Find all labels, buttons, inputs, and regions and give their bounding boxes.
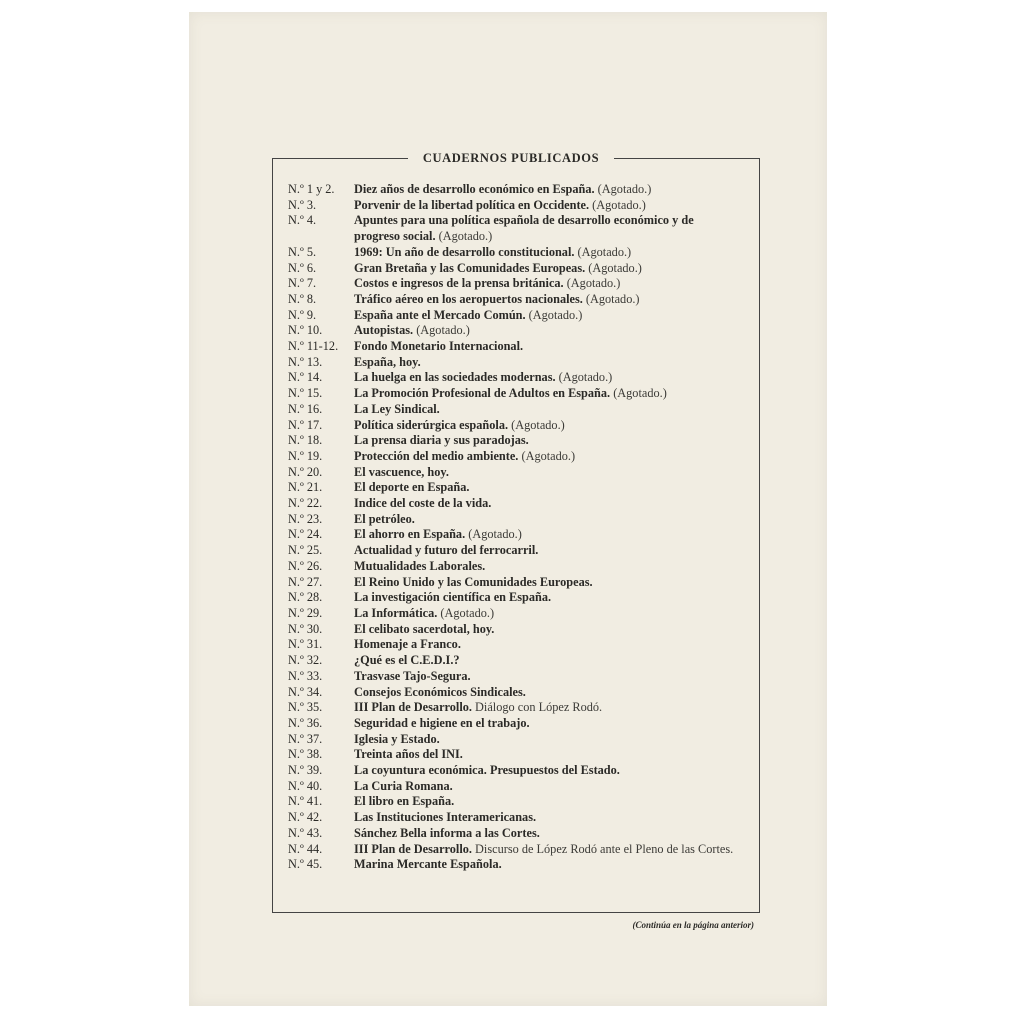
issue-number: N.º 31.	[288, 637, 323, 652]
issue-note: (Agotado.)	[566, 276, 621, 291]
issue-number: N.º 28.	[288, 590, 323, 605]
issue-entry	[354, 402, 738, 418]
list-item	[288, 198, 738, 214]
issue-entry	[354, 637, 738, 653]
issue-entry	[354, 527, 738, 543]
issue-note: (Agotado.)	[521, 448, 576, 463]
issue-note: (Agotado.)	[511, 417, 565, 432]
issue-entry	[354, 559, 738, 575]
issue-note: (Agotado.)	[588, 260, 642, 275]
list-item	[288, 449, 738, 465]
list-item	[288, 716, 738, 732]
issue-title: La Ley Sindical.	[354, 401, 440, 416]
continuation-note: (Continúa en la página anterior)	[632, 920, 754, 930]
issue-title: Gran Bretaña y las Comunidades Europeas.	[354, 260, 586, 275]
issue-number: N.º 29.	[288, 605, 323, 620]
issue-entry	[354, 685, 738, 701]
issue-title: Sánchez Bella informa a las Cortes.	[354, 825, 540, 840]
issue-number: N.º 44.	[288, 841, 323, 856]
issue-title: Treinta años del INI.	[354, 747, 463, 762]
issue-number: N.º 17.	[288, 417, 323, 432]
issue-note: (Agotado.)	[585, 291, 640, 306]
issue-entry	[354, 622, 738, 638]
issue-number: N.º 21.	[288, 480, 323, 495]
issue-title: Costos e ingresos de la prensa británica.	[354, 276, 564, 291]
issue-title: Mutualidades Laborales.	[354, 558, 486, 573]
list-item	[288, 292, 738, 308]
issue-entry	[354, 810, 738, 826]
issue-entry	[354, 496, 738, 512]
list-item	[288, 590, 738, 606]
list-item	[288, 543, 738, 559]
issue-title: Iglesia y Estado.	[354, 731, 440, 746]
list-item	[288, 857, 738, 873]
issue-number: N.º 9.	[288, 307, 317, 322]
issue-number: N.º 15.	[288, 386, 323, 401]
list-item	[288, 747, 738, 763]
issue-title: El ahorro en España.	[354, 527, 466, 542]
issue-title: España, hoy.	[354, 354, 421, 369]
list-item	[288, 339, 738, 355]
issue-note: (Agotado.)	[468, 527, 522, 542]
issue-title: La Curia Romana.	[354, 778, 453, 793]
issue-entry	[354, 512, 738, 528]
list-item	[288, 386, 738, 402]
issue-entry	[354, 418, 738, 434]
list-item	[288, 826, 738, 842]
issue-title: Tráfico aéreo en los aeropuertos nacionales.	[354, 291, 583, 306]
issue-entry	[354, 480, 738, 496]
list-item	[288, 732, 738, 748]
issue-title: La Promoción Profesional de Adultos en España.	[354, 386, 611, 401]
issue-number: N.º 24.	[288, 527, 323, 542]
issue-number: N.º 38.	[288, 747, 323, 762]
list-item	[288, 276, 738, 292]
list-item	[288, 182, 738, 198]
issue-title: Apuntes para una política española de desarrollo económico y de progreso social.	[354, 213, 694, 244]
issue-entry	[354, 308, 738, 324]
issue-entry	[354, 653, 738, 669]
issue-entry	[354, 590, 738, 606]
issue-title: La coyuntura económica. Presupuestos del Estado.	[354, 763, 620, 778]
issue-entry	[354, 261, 738, 277]
issue-entry	[354, 182, 738, 198]
issue-title: El deporte en España.	[354, 480, 470, 495]
issue-title: Las Instituciones Interamericanas.	[354, 810, 537, 825]
issue-title: Fondo Monetario Internacional.	[354, 339, 524, 354]
issue-number: N.º 35.	[288, 700, 323, 715]
issue-entry	[354, 794, 738, 810]
issue-note: (Agotado.)	[440, 605, 495, 620]
issue-entry	[354, 826, 738, 842]
issue-number: N.º 13.	[288, 354, 323, 369]
issue-title: Consejos Económicos Sindicales.	[354, 684, 526, 699]
issue-number: N.º 30.	[288, 621, 323, 636]
issue-entry	[354, 700, 738, 716]
issue-title: Trasvase Tajo-Segura.	[354, 668, 471, 683]
list-item	[288, 433, 738, 449]
issue-title: Homenaje a Franco.	[354, 637, 461, 652]
issue-number: N.º 40.	[288, 778, 323, 793]
issue-number: N.º 41.	[288, 794, 323, 809]
issue-number: N.º 11-12.	[288, 339, 339, 354]
issue-entry	[354, 747, 738, 763]
list-item	[288, 685, 738, 701]
issue-title: El vascuence, hoy.	[354, 464, 449, 479]
issue-number: N.º 43.	[288, 825, 323, 840]
issue-number: N.º 8.	[288, 291, 317, 306]
issue-number: N.º 39.	[288, 763, 323, 778]
list-item	[288, 559, 738, 575]
issue-note: (Agotado.)	[528, 307, 583, 322]
issue-number: N.º 34.	[288, 684, 323, 699]
page-title: CUADERNOS PUBLICADOS	[422, 151, 600, 165]
issue-title: El celibato sacerdotal, hoy.	[354, 621, 495, 636]
issue-title: La Informática.	[354, 605, 438, 620]
issue-title: La prensa diaria y sus paradojas.	[354, 433, 529, 448]
issue-entry	[354, 292, 738, 308]
issue-note: (Agotado.)	[438, 229, 493, 244]
issue-title: 1969: Un año de desarrollo constitucional.	[354, 244, 575, 259]
issue-number: N.º 42.	[288, 810, 323, 825]
list-item	[288, 245, 738, 261]
list-item	[288, 213, 738, 244]
issue-entry	[354, 606, 738, 622]
issue-number: N.º 14.	[288, 370, 323, 385]
issue-number: N.º 4.	[288, 213, 317, 228]
issue-number: N.º 5.	[288, 244, 317, 259]
issue-entry	[354, 323, 738, 339]
issue-title: España ante el Mercado Común.	[354, 307, 526, 322]
list-item	[288, 653, 738, 669]
issue-number: N.º 27.	[288, 574, 323, 589]
list-item	[288, 779, 738, 795]
issue-note: (Agotado.)	[577, 244, 632, 259]
issue-note: (Agotado.)	[597, 182, 652, 196]
issue-number: N.º 7.	[288, 276, 317, 291]
issue-entry	[354, 465, 738, 481]
issue-title: Autopistas.	[354, 323, 414, 338]
list-item	[288, 810, 738, 826]
list-item	[288, 763, 738, 779]
issue-title: Diez años de desarrollo económico en España.	[354, 182, 595, 196]
issue-title: La huelga en las sociedades modernas.	[354, 370, 556, 385]
list-item	[288, 512, 738, 528]
issue-entry	[354, 433, 738, 449]
list-item	[288, 418, 738, 434]
issue-title: Porvenir de la libertad política en Occidente.	[354, 197, 590, 212]
issue-note: Diálogo con López Rodó.	[475, 700, 603, 715]
list-item	[288, 496, 738, 512]
issue-number: N.º 33.	[288, 668, 323, 683]
issue-title: III Plan de Desarrollo.	[354, 841, 472, 856]
issue-number: N.º 1 y 2.	[288, 182, 335, 196]
list-item	[288, 842, 738, 858]
issue-entry	[354, 716, 738, 732]
issue-number: N.º 37.	[288, 731, 323, 746]
issue-entry	[354, 355, 738, 371]
issue-number: N.º 20.	[288, 464, 323, 479]
list-item	[288, 261, 738, 277]
issue-entry	[354, 543, 738, 559]
list-item	[288, 323, 738, 339]
issue-title: Protección del medio ambiente.	[354, 448, 519, 463]
issue-title: Actualidad y futuro del ferrocarril.	[354, 543, 539, 558]
list-item	[288, 527, 738, 543]
issue-entry	[354, 276, 738, 292]
list-item	[288, 308, 738, 324]
list-item	[288, 637, 738, 653]
issue-title: Marina Mercante Española.	[354, 857, 502, 872]
issue-number: N.º 22.	[288, 496, 323, 511]
list-item	[288, 669, 738, 685]
issue-entry	[354, 339, 738, 355]
issue-note: (Agotado.)	[558, 370, 613, 385]
issue-entry	[354, 245, 738, 261]
list-item	[288, 794, 738, 810]
issue-entry	[354, 732, 738, 748]
issue-title: Indice del coste de la vida.	[354, 496, 492, 511]
issue-note: (Agotado.)	[613, 386, 667, 401]
issue-number: N.º 23.	[288, 511, 323, 526]
issue-title: El Reino Unido y las Comunidades Europeas.	[354, 574, 593, 589]
list-item	[288, 480, 738, 496]
issue-number: N.º 26.	[288, 558, 323, 573]
issue-title: ¿Qué es el C.E.D.I.?	[354, 653, 460, 668]
issue-number: N.º 18.	[288, 433, 323, 448]
issue-entry	[354, 386, 738, 402]
issue-entry	[354, 779, 738, 795]
issue-entry	[354, 842, 738, 858]
list-item	[288, 700, 738, 716]
frame-top-rule-left	[272, 158, 408, 159]
issue-number: N.º 32.	[288, 653, 323, 668]
issue-number: N.º 6.	[288, 260, 317, 275]
issue-number: N.º 19.	[288, 448, 323, 463]
issue-title: La investigación científica en España.	[354, 590, 552, 605]
list-item	[288, 622, 738, 638]
issue-entry	[354, 370, 738, 386]
issue-title: El petróleo.	[354, 511, 415, 526]
list-item	[288, 370, 738, 386]
issue-note: (Agotado.)	[416, 323, 470, 338]
publication-list	[288, 182, 738, 873]
issue-number: N.º 16.	[288, 401, 323, 416]
list-item	[288, 355, 738, 371]
issue-number: N.º 45.	[288, 857, 323, 872]
issue-entry	[354, 213, 738, 244]
list-item	[288, 606, 738, 622]
issue-number: N.º 10.	[288, 323, 323, 338]
issue-entry	[354, 198, 738, 214]
issue-note: (Agotado.)	[592, 197, 646, 212]
issue-entry	[354, 449, 738, 465]
issue-entry	[354, 669, 738, 685]
list-item	[288, 465, 738, 481]
list-item	[288, 402, 738, 418]
issue-note: Discurso de López Rodó ante el Pleno de las Cortes.	[475, 841, 734, 856]
issue-title: Seguridad e higiene en el trabajo.	[354, 715, 530, 730]
issue-entry	[354, 763, 738, 779]
issue-number: N.º 25.	[288, 543, 323, 558]
frame-top-rule-right	[614, 158, 760, 159]
issue-entry	[354, 575, 738, 591]
issue-title: Política siderúrgica española.	[354, 417, 509, 432]
issue-title: III Plan de Desarrollo.	[354, 700, 472, 715]
issue-number: N.º 36.	[288, 715, 323, 730]
issue-entry	[354, 857, 738, 873]
list-item	[288, 575, 738, 591]
issue-number: N.º 3.	[288, 197, 317, 212]
issue-title: El libro en España.	[354, 794, 455, 809]
